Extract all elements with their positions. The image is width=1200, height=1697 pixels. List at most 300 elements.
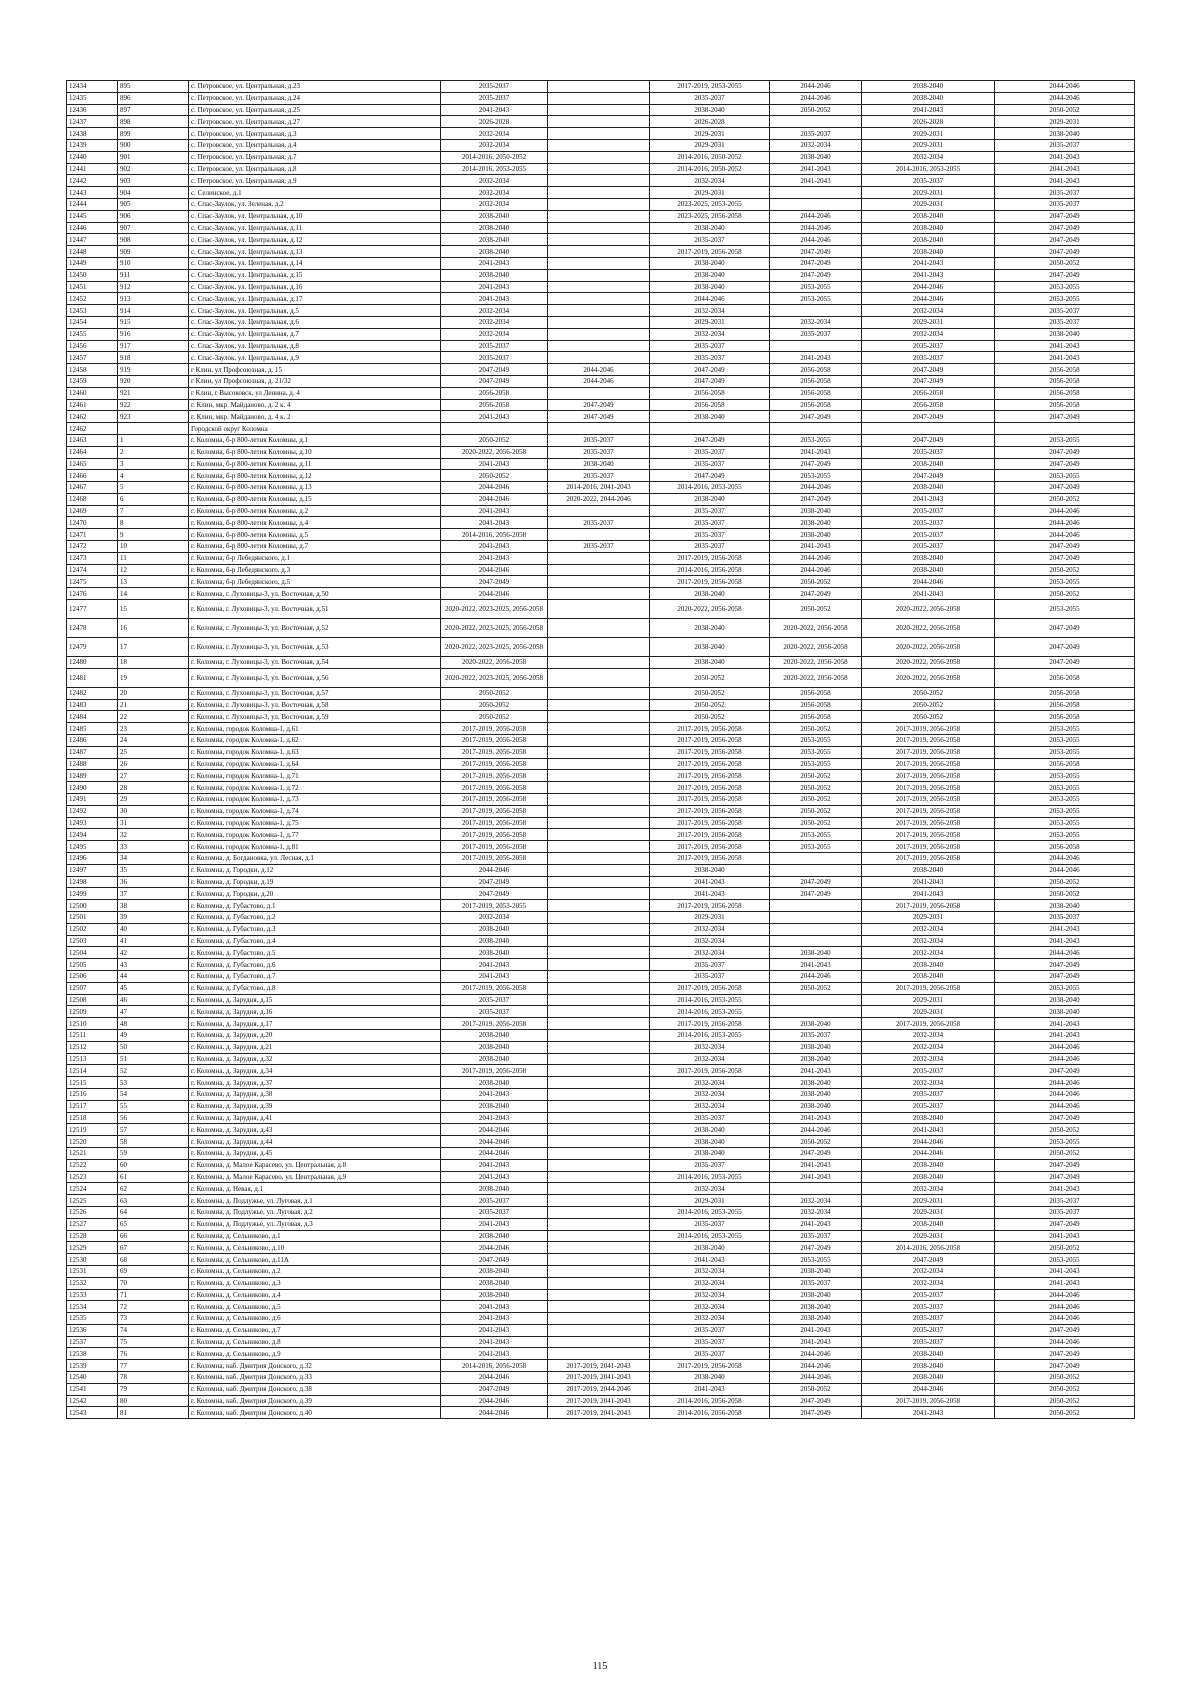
period-cell-6: 2038-2040 bbox=[995, 328, 1135, 340]
period-cell-3: 2035-2037 bbox=[650, 446, 770, 458]
period-cell-4: 2056-2058 bbox=[770, 687, 862, 699]
period-cell-2 bbox=[548, 576, 650, 588]
period-cell-1: 2038-2040 bbox=[441, 923, 548, 935]
row-number: 12532 bbox=[67, 1277, 118, 1289]
period-cell-6: 2050-2052 bbox=[995, 493, 1135, 505]
period-cell-5: 2041-2043 bbox=[862, 888, 995, 900]
address-cell: г. Коломна, б-р 800-летия Коломны, д.2 bbox=[189, 505, 441, 517]
table-row bbox=[67, 1336, 1135, 1348]
row-number: 12458 bbox=[67, 364, 118, 376]
period-cell-2 bbox=[548, 1041, 650, 1053]
row-number: 12502 bbox=[67, 923, 118, 935]
period-cell-1: 2017-2019, 2056-2058 bbox=[441, 853, 548, 865]
item-number: 58 bbox=[118, 1136, 189, 1148]
period-cell-1: 2041-2043 bbox=[441, 505, 548, 517]
address-cell: с. Петровское, ул. Центральная, д.3 bbox=[189, 128, 441, 140]
period-cell-2 bbox=[548, 1006, 650, 1018]
period-cell-6 bbox=[995, 423, 1135, 435]
period-cell-4: 2038-2040 bbox=[770, 517, 862, 529]
item-number: 72 bbox=[118, 1301, 189, 1313]
period-cell-1: 2017-2019, 2056-2058 bbox=[441, 805, 548, 817]
period-cell-2 bbox=[548, 187, 650, 199]
period-cell-6: 2047-2049 bbox=[995, 959, 1135, 971]
table-row bbox=[67, 657, 1135, 669]
table-row bbox=[67, 482, 1135, 494]
period-cell-5: 2038-2040 bbox=[862, 1171, 995, 1183]
period-cell-3: 2035-2037 bbox=[650, 505, 770, 517]
row-number: 12489 bbox=[67, 770, 118, 782]
period-cell-2: 2044-2046 bbox=[548, 364, 650, 376]
period-cell-2 bbox=[548, 1100, 650, 1112]
period-cell-4: 2041-2043 bbox=[770, 1218, 862, 1230]
table-row bbox=[67, 210, 1135, 222]
period-cell-5: 2038-2040 bbox=[862, 234, 995, 246]
period-cell-5: 2032-2034 bbox=[862, 923, 995, 935]
period-cell-5: 2035-2037 bbox=[862, 541, 995, 553]
period-cell-3: 2047-2049 bbox=[650, 434, 770, 446]
period-cell-4: 2041-2043 bbox=[770, 446, 862, 458]
period-cell-3: 2017-2019, 2056-2058 bbox=[650, 1360, 770, 1372]
period-cell-6: 2050-2052 bbox=[995, 876, 1135, 888]
period-cell-6: 2044-2046 bbox=[995, 1301, 1135, 1313]
period-cell-5: 2032-2034 bbox=[862, 328, 995, 340]
period-cell-2: 2017-2019, 2041-2043 bbox=[548, 1372, 650, 1384]
item-number: 32 bbox=[118, 829, 189, 841]
address-cell: г. Коломна, г. Луховицы-3, ул. Восточная, д.59 bbox=[189, 711, 441, 723]
period-cell-4: 2053-2055 bbox=[770, 1254, 862, 1266]
row-number: 12511 bbox=[67, 1029, 118, 1041]
row-number: 12476 bbox=[67, 588, 118, 600]
period-cell-2 bbox=[548, 234, 650, 246]
item-number: 15 bbox=[118, 600, 189, 619]
period-cell-6: 2041-2043 bbox=[995, 1265, 1135, 1277]
period-cell-1: 2038-2040 bbox=[441, 1289, 548, 1301]
period-cell-2 bbox=[548, 668, 650, 687]
row-number: 12466 bbox=[67, 470, 118, 482]
period-cell-1: 2020-2022, 2023-2025, 2056-2058 bbox=[441, 668, 548, 687]
period-cell-1 bbox=[441, 423, 548, 435]
period-cell-6: 2053-2055 bbox=[995, 782, 1135, 794]
row-number: 12472 bbox=[67, 541, 118, 553]
period-cell-2 bbox=[548, 246, 650, 258]
item-number: 901 bbox=[118, 151, 189, 163]
period-cell-5: 2017-2019, 2056-2058 bbox=[862, 770, 995, 782]
period-cell-4: 2050-2052 bbox=[770, 1136, 862, 1148]
period-cell-5: 2032-2034 bbox=[862, 1077, 995, 1089]
period-cell-5: 2038-2040 bbox=[862, 1159, 995, 1171]
row-number: 12494 bbox=[67, 829, 118, 841]
period-cell-5: 2035-2037 bbox=[862, 340, 995, 352]
period-cell-3: 2032-2034 bbox=[650, 1277, 770, 1289]
period-cell-6: 2047-2049 bbox=[995, 552, 1135, 564]
address-cell: г. Коломна, городок Коломна-1, д.61 bbox=[189, 723, 441, 735]
period-cell-6: 2044-2046 bbox=[995, 864, 1135, 876]
period-cell-1: 2038-2040 bbox=[441, 947, 548, 959]
item-number: 897 bbox=[118, 104, 189, 116]
table-row bbox=[67, 434, 1135, 446]
period-cell-1: 2041-2043 bbox=[441, 1348, 548, 1360]
item-number: 66 bbox=[118, 1230, 189, 1242]
period-cell-2: 2035-2037 bbox=[548, 434, 650, 446]
period-cell-6: 2044-2046 bbox=[995, 1053, 1135, 1065]
table-row bbox=[67, 794, 1135, 806]
period-cell-3: 2017-2019, 2056-2058 bbox=[650, 552, 770, 564]
address-cell: с. Спас-Заулок, ул. Центральная, д.13 bbox=[189, 246, 441, 258]
schedule-table bbox=[66, 80, 1135, 1419]
period-cell-1: 2044-2046 bbox=[441, 482, 548, 494]
period-cell-4: 2044-2046 bbox=[770, 1372, 862, 1384]
row-number: 12484 bbox=[67, 711, 118, 723]
period-cell-6: 2056-2058 bbox=[995, 758, 1135, 770]
table-row bbox=[67, 947, 1135, 959]
item-number: 6 bbox=[118, 493, 189, 505]
period-cell-5: 2029-2031 bbox=[862, 1195, 995, 1207]
period-cell-4: 2050-2052 bbox=[770, 982, 862, 994]
period-cell-5: 2056-2058 bbox=[862, 399, 995, 411]
table-row bbox=[67, 411, 1135, 423]
row-number: 12480 bbox=[67, 657, 118, 669]
period-cell-6: 2047-2049 bbox=[995, 1065, 1135, 1077]
period-cell-6: 2050-2052 bbox=[995, 257, 1135, 269]
item-number: 899 bbox=[118, 128, 189, 140]
period-cell-6: 2053-2055 bbox=[995, 293, 1135, 305]
table-body bbox=[67, 81, 1135, 1419]
period-cell-3: 2014-2016, 2053-2055 bbox=[650, 1206, 770, 1218]
period-cell-2 bbox=[548, 619, 650, 638]
table-row bbox=[67, 1301, 1135, 1313]
period-cell-3: 2047-2049 bbox=[650, 364, 770, 376]
period-cell-5: 2017-2019, 2056-2058 bbox=[862, 782, 995, 794]
period-cell-4 bbox=[770, 994, 862, 1006]
period-cell-4: 2050-2052 bbox=[770, 782, 862, 794]
period-cell-2 bbox=[548, 923, 650, 935]
period-cell-6: 2041-2043 bbox=[995, 340, 1135, 352]
period-cell-5 bbox=[862, 423, 995, 435]
item-number: 27 bbox=[118, 770, 189, 782]
item-number: 44 bbox=[118, 970, 189, 982]
period-cell-2 bbox=[548, 723, 650, 735]
table-row bbox=[67, 470, 1135, 482]
period-cell-3: 2038-2040 bbox=[650, 411, 770, 423]
period-cell-1: 2014-2016, 2056-2058 bbox=[441, 529, 548, 541]
period-cell-6: 2047-2049 bbox=[995, 541, 1135, 553]
row-number: 12492 bbox=[67, 805, 118, 817]
period-cell-1: 2035-2037 bbox=[441, 352, 548, 364]
period-cell-1: 2041-2043 bbox=[441, 257, 548, 269]
period-cell-4: 2050-2052 bbox=[770, 723, 862, 735]
period-cell-1: 2050-2052 bbox=[441, 470, 548, 482]
period-cell-6: 2038-2040 bbox=[995, 994, 1135, 1006]
address-cell: г. Коломна, д. Невая, д.1 bbox=[189, 1183, 441, 1195]
period-cell-6: 2053-2055 bbox=[995, 1136, 1135, 1148]
address-cell: г. Коломна, д. Зарудня, д.41 bbox=[189, 1112, 441, 1124]
period-cell-1: 2035-2037 bbox=[441, 1195, 548, 1207]
table-row bbox=[67, 128, 1135, 140]
period-cell-1: 2044-2046 bbox=[441, 864, 548, 876]
address-cell: с. Спас-Заулок, ул. Центральная, д.10 bbox=[189, 210, 441, 222]
period-cell-3: 2038-2040 bbox=[650, 281, 770, 293]
period-cell-3: 2029-2031 bbox=[650, 187, 770, 199]
period-cell-5: 2035-2037 bbox=[862, 352, 995, 364]
address-cell: с. Спас-Заулок, ул. Центральная, д.8 bbox=[189, 340, 441, 352]
period-cell-6: 2053-2055 bbox=[995, 746, 1135, 758]
period-cell-4 bbox=[770, 935, 862, 947]
table-row bbox=[67, 600, 1135, 619]
period-cell-2: 2035-2037 bbox=[548, 541, 650, 553]
period-cell-1: 2017-2019, 2056-2058 bbox=[441, 817, 548, 829]
address-cell: г. Коломна, д. Сельниково, д.5 bbox=[189, 1301, 441, 1313]
period-cell-4: 2044-2046 bbox=[770, 210, 862, 222]
period-cell-3: 2029-2031 bbox=[650, 912, 770, 924]
table-row bbox=[67, 316, 1135, 328]
period-cell-4: 2056-2058 bbox=[770, 375, 862, 387]
row-number: 12509 bbox=[67, 1006, 118, 1018]
address-cell: г. Коломна, д. Губастово, д.4 bbox=[189, 935, 441, 947]
period-cell-6: 2044-2046 bbox=[995, 529, 1135, 541]
table-row bbox=[67, 1065, 1135, 1077]
period-cell-1: 2041-2043 bbox=[441, 1313, 548, 1325]
period-cell-5: 2017-2019, 2056-2058 bbox=[862, 841, 995, 853]
address-cell: г Клин, ул Профсоюзная, д. 21/32 bbox=[189, 375, 441, 387]
period-cell-3: 2017-2019, 2056-2058 bbox=[650, 576, 770, 588]
period-cell-6: 2044-2046 bbox=[995, 1289, 1135, 1301]
period-cell-1: 2017-2019, 2056-2058 bbox=[441, 723, 548, 735]
period-cell-6: 2053-2055 bbox=[995, 470, 1135, 482]
row-number: 12513 bbox=[67, 1053, 118, 1065]
row-number: 12536 bbox=[67, 1324, 118, 1336]
table-row bbox=[67, 104, 1135, 116]
period-cell-2 bbox=[548, 1301, 650, 1313]
item-number: 81 bbox=[118, 1407, 189, 1419]
row-number: 12471 bbox=[67, 529, 118, 541]
period-cell-2 bbox=[548, 257, 650, 269]
period-cell-5: 2017-2019, 2056-2058 bbox=[862, 900, 995, 912]
table-row bbox=[67, 1006, 1135, 1018]
table-row bbox=[67, 1159, 1135, 1171]
item-number: 920 bbox=[118, 375, 189, 387]
period-cell-3: 2038-2040 bbox=[650, 864, 770, 876]
period-cell-4: 2041-2043 bbox=[770, 352, 862, 364]
period-cell-5: 2044-2046 bbox=[862, 1383, 995, 1395]
period-cell-1: 2038-2040 bbox=[441, 1183, 548, 1195]
period-cell-6: 2047-2049 bbox=[995, 1112, 1135, 1124]
address-cell: г. Коломна, д. Городки, д.20 bbox=[189, 888, 441, 900]
table-row bbox=[67, 175, 1135, 187]
address-cell: г. Коломна, д. Сельниково, д.9 bbox=[189, 1348, 441, 1360]
address-cell: г. Коломна, д. Зарудня, д.39 bbox=[189, 1100, 441, 1112]
period-cell-1: 2047-2049 bbox=[441, 364, 548, 376]
period-cell-4: 2020-2022, 2056-2058 bbox=[770, 638, 862, 657]
period-cell-6: 2053-2055 bbox=[995, 434, 1135, 446]
item-number: 26 bbox=[118, 758, 189, 770]
item-number: 3 bbox=[118, 458, 189, 470]
period-cell-3: 2050-2052 bbox=[650, 668, 770, 687]
period-cell-5: 2047-2049 bbox=[862, 364, 995, 376]
period-cell-2 bbox=[548, 888, 650, 900]
period-cell-1: 2041-2043 bbox=[441, 293, 548, 305]
period-cell-4: 2041-2043 bbox=[770, 1171, 862, 1183]
period-cell-5: 2044-2046 bbox=[862, 1147, 995, 1159]
period-cell-3: 2038-2040 bbox=[650, 1136, 770, 1148]
period-cell-2 bbox=[548, 1065, 650, 1077]
row-number: 12444 bbox=[67, 198, 118, 210]
period-cell-6: 2053-2055 bbox=[995, 794, 1135, 806]
item-number: 47 bbox=[118, 1006, 189, 1018]
table-row bbox=[67, 81, 1135, 93]
period-cell-2 bbox=[548, 163, 650, 175]
address-cell: с. Спас-Заулок, ул. Зеленая, д.2 bbox=[189, 198, 441, 210]
address-cell: г. Коломна, б-р Лебедянского, д.5 bbox=[189, 576, 441, 588]
period-cell-2 bbox=[548, 638, 650, 657]
item-number: 31 bbox=[118, 817, 189, 829]
period-cell-1: 2041-2043 bbox=[441, 1159, 548, 1171]
row-number: 12543 bbox=[67, 1407, 118, 1419]
period-cell-2 bbox=[548, 1183, 650, 1195]
period-cell-2 bbox=[548, 316, 650, 328]
item-number: 79 bbox=[118, 1383, 189, 1395]
period-cell-3: 2035-2037 bbox=[650, 352, 770, 364]
period-cell-5: 2035-2037 bbox=[862, 1336, 995, 1348]
table-row bbox=[67, 1147, 1135, 1159]
row-number: 12441 bbox=[67, 163, 118, 175]
period-cell-3: 2032-2034 bbox=[650, 328, 770, 340]
period-cell-4: 2053-2055 bbox=[770, 735, 862, 747]
address-cell: с. Петровское, ул. Центральная, д.4 bbox=[189, 139, 441, 151]
row-number: 12479 bbox=[67, 638, 118, 657]
table-row bbox=[67, 458, 1135, 470]
row-number: 12510 bbox=[67, 1018, 118, 1030]
item-number: 898 bbox=[118, 116, 189, 128]
period-cell-2 bbox=[548, 1112, 650, 1124]
item-number: 4 bbox=[118, 470, 189, 482]
period-cell-6: 2050-2052 bbox=[995, 1383, 1135, 1395]
item-number: 68 bbox=[118, 1254, 189, 1266]
table-row bbox=[67, 746, 1135, 758]
period-cell-4: 2032-2034 bbox=[770, 1195, 862, 1207]
period-cell-2 bbox=[548, 794, 650, 806]
period-cell-4: 2047-2049 bbox=[770, 588, 862, 600]
period-cell-2 bbox=[548, 305, 650, 317]
period-cell-2: 2017-2019, 2041-2043 bbox=[548, 1360, 650, 1372]
item-number: 910 bbox=[118, 257, 189, 269]
period-cell-3: 2035-2037 bbox=[650, 92, 770, 104]
item-number: 23 bbox=[118, 723, 189, 735]
period-cell-5: 2050-2052 bbox=[862, 711, 995, 723]
item-number: 52 bbox=[118, 1065, 189, 1077]
period-cell-1: 2044-2046 bbox=[441, 1136, 548, 1148]
period-cell-1: 2017-2019, 2056-2058 bbox=[441, 746, 548, 758]
period-cell-3: 2032-2034 bbox=[650, 1053, 770, 1065]
period-cell-5: 2029-2031 bbox=[862, 1006, 995, 1018]
period-cell-3: 2017-2019, 2056-2058 bbox=[650, 853, 770, 865]
table-row bbox=[67, 281, 1135, 293]
period-cell-1: 2017-2019, 2056-2058 bbox=[441, 735, 548, 747]
table-row bbox=[67, 1077, 1135, 1089]
address-cell: г. Коломна, д. Губастово, д.2 bbox=[189, 912, 441, 924]
row-number: 12457 bbox=[67, 352, 118, 364]
period-cell-2 bbox=[548, 81, 650, 93]
period-cell-5: 2032-2034 bbox=[862, 1277, 995, 1289]
row-number: 12467 bbox=[67, 482, 118, 494]
period-cell-5: 2038-2040 bbox=[862, 959, 995, 971]
period-cell-6: 2047-2049 bbox=[995, 1324, 1135, 1336]
address-cell: г. Коломна, д. Сельниково, д.4 bbox=[189, 1289, 441, 1301]
row-number: 12531 bbox=[67, 1265, 118, 1277]
period-cell-2 bbox=[548, 151, 650, 163]
period-cell-5: 2038-2040 bbox=[862, 210, 995, 222]
period-cell-5: 2035-2037 bbox=[862, 1313, 995, 1325]
address-cell: г. Коломна, б-р Лебедянского, д.1 bbox=[189, 552, 441, 564]
address-cell: г. Коломна, б-р 800-летия Коломны, д.15 bbox=[189, 493, 441, 505]
period-cell-3: 2038-2040 bbox=[650, 269, 770, 281]
item-number: 906 bbox=[118, 210, 189, 222]
period-cell-6: 2044-2046 bbox=[995, 92, 1135, 104]
address-cell: г. Коломна, наб. Дмитрия Донского, д.39 bbox=[189, 1395, 441, 1407]
address-cell: г. Коломна, наб. Дмитрия Донского, д.32 bbox=[189, 1360, 441, 1372]
period-cell-5: 2017-2019, 2056-2058 bbox=[862, 723, 995, 735]
period-cell-6: 2050-2052 bbox=[995, 588, 1135, 600]
row-number: 12517 bbox=[67, 1100, 118, 1112]
period-cell-3: 2035-2037 bbox=[650, 1218, 770, 1230]
address-cell: г. Коломна, б-р 800-летия Коломны, д.11 bbox=[189, 458, 441, 470]
period-cell-5: 2038-2040 bbox=[862, 970, 995, 982]
item-number: 17 bbox=[118, 638, 189, 657]
row-number: 12496 bbox=[67, 853, 118, 865]
item-number: 18 bbox=[118, 657, 189, 669]
period-cell-2 bbox=[548, 600, 650, 619]
address-cell: г. Коломна, б-р 800-летия Коломны, д.5 bbox=[189, 529, 441, 541]
row-number: 12537 bbox=[67, 1336, 118, 1348]
item-number: 908 bbox=[118, 234, 189, 246]
period-cell-2 bbox=[548, 269, 650, 281]
table-row bbox=[67, 1218, 1135, 1230]
period-cell-4: 2050-2052 bbox=[770, 817, 862, 829]
period-cell-5: 2044-2046 bbox=[862, 293, 995, 305]
address-cell: г. Коломна, д. Зарудня, д.34 bbox=[189, 1065, 441, 1077]
period-cell-3: 2032-2034 bbox=[650, 1077, 770, 1089]
address-cell: г. Коломна, б-р 800-летия Коломны, д.10 bbox=[189, 446, 441, 458]
address-cell: г Клин, ул Профсоюзная, д. 15 bbox=[189, 364, 441, 376]
period-cell-6: 2041-2043 bbox=[995, 1230, 1135, 1242]
row-number: 12524 bbox=[67, 1183, 118, 1195]
period-cell-5: 2035-2037 bbox=[862, 505, 995, 517]
period-cell-3: 2014-2016, 2053-2055 bbox=[650, 1171, 770, 1183]
item-number: 50 bbox=[118, 1041, 189, 1053]
table-row bbox=[67, 1242, 1135, 1254]
period-cell-3: 2038-2040 bbox=[650, 104, 770, 116]
item-number: 75 bbox=[118, 1336, 189, 1348]
period-cell-5: 2038-2040 bbox=[862, 92, 995, 104]
item-number: 71 bbox=[118, 1289, 189, 1301]
period-cell-2: 2017-2019, 2041-2043 bbox=[548, 1395, 650, 1407]
period-cell-1: 2041-2043 bbox=[441, 1336, 548, 1348]
period-cell-1: 2020-2022, 2023-2025, 2056-2058 bbox=[441, 619, 548, 638]
period-cell-4: 2056-2058 bbox=[770, 399, 862, 411]
row-number: 12485 bbox=[67, 723, 118, 735]
address-cell: с. Спас-Заулок, ул. Центральная, д.6 bbox=[189, 316, 441, 328]
period-cell-3: 2032-2034 bbox=[650, 305, 770, 317]
period-cell-5: 2050-2052 bbox=[862, 687, 995, 699]
period-cell-6: 2053-2055 bbox=[995, 281, 1135, 293]
item-number: 22 bbox=[118, 711, 189, 723]
period-cell-2 bbox=[548, 1254, 650, 1266]
period-cell-1: 2017-2019, 2056-2058 bbox=[441, 782, 548, 794]
address-cell: г. Коломна, городок Коломна-1, д.72 bbox=[189, 782, 441, 794]
period-cell-2 bbox=[548, 128, 650, 140]
period-cell-1: 2020-2022, 2056-2058 bbox=[441, 446, 548, 458]
page-number: 115 bbox=[592, 1661, 608, 1672]
period-cell-1: 2038-2040 bbox=[441, 1230, 548, 1242]
